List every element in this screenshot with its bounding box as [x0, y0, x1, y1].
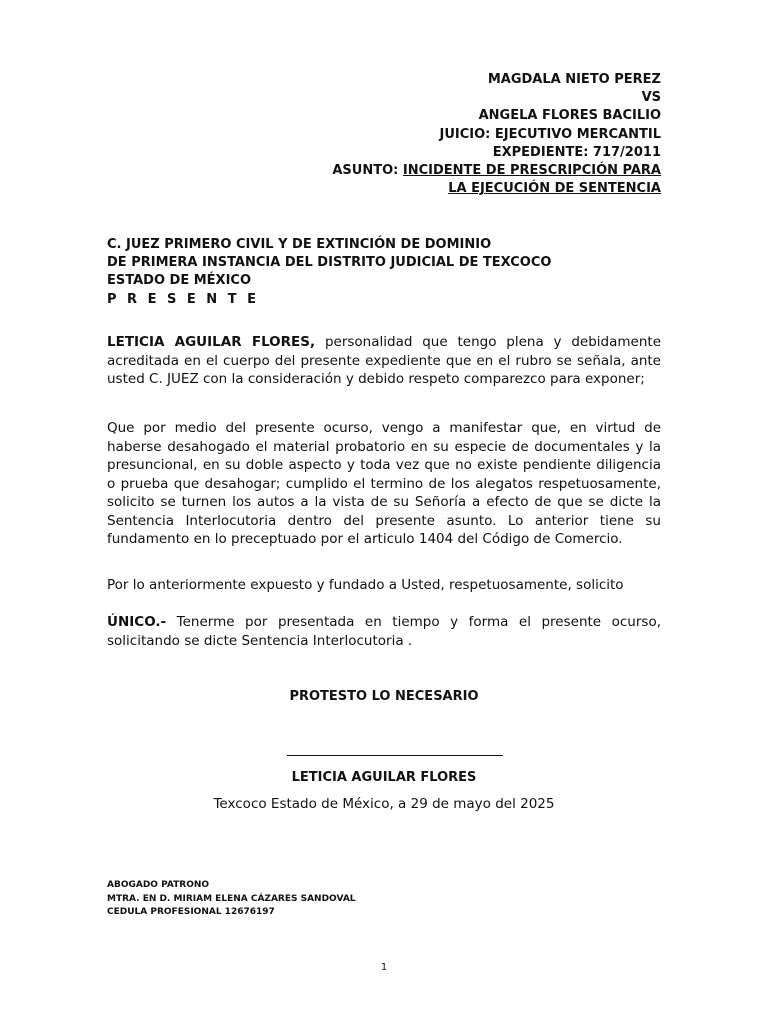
paragraph-request: Que por medio del presente ocurso, vengo a manifestar que, en virtud de haberse desahogado el material probatorio en su especie de documentales y la presuncional, en su doble aspecto y toda vez que no existe pendiente diligencia o prueba que desahogar; cumplido el termino de los alegatos respetuosamente, solicito se turnen los autos a la vista de su Señoría a efecto de que se dicte la Sentencia Interlocutoria dentro del presente asunto. Lo anterior tiene su fundamento en lo preceptuado por el articulo 1404 del Código de Comercio.: [107, 420, 661, 547]
paragraph-introduction: [107, 333, 661, 389]
juicio-line: JUICIO: EJECUTIVO MERCANTIL: [439, 126, 661, 142]
unico-label: ÚNICO.-: [107, 614, 167, 630]
asunto-value-line1: INCIDENTE DE PRESCRIPCIÓN PARA: [402, 163, 661, 179]
versus-label: VS: [641, 90, 661, 106]
paragraph-conclusion: Por lo anteriormente expuesto y fundado a Usted, respetuosamente, solicito: [107, 577, 624, 593]
addressee-block: [107, 236, 551, 309]
signature-name: LETICIA AGUILAR FLORES: [291, 770, 477, 785]
page-number: 1: [380, 962, 388, 973]
case-header: [332, 71, 661, 198]
addressee-line-1: C. JUEZ PRIMERO CIVIL Y DE EXTINCIÓN DE DOMINIO: [107, 237, 492, 252]
addressee-presente: P R E S E N T E: [107, 291, 259, 307]
attorney-cedula: CEDULA PROFESIONAL 12676197: [107, 907, 275, 917]
signature-line: [287, 755, 503, 756]
asunto-value-line2: LA EJECUCIÓN DE SENTENCIA: [448, 181, 661, 197]
unico-text: Tenerme por presentada en tiempo y forma el presente ocurso, solicitando se dicte Sentencia Interlocutoria .: [107, 614, 661, 649]
paragraph-introduction-text: personalidad que tengo plena y debidamente acreditada en el cuerpo del presente expediente que en el rubro se señala, ante usted C. JUEZ con la consideración y debido respeto comparezco para exponer;: [107, 334, 661, 387]
paragraph-unico: [107, 613, 661, 650]
asunto-label: ASUNTO:: [332, 163, 403, 179]
expediente-line: EXPEDIENTE: 717/2011: [492, 144, 661, 160]
attorney-name: MTRA. EN D. MIRIAM ELENA CÁZARES SANDOVAL: [107, 893, 356, 904]
defendant-name: ANGELA FLORES BACILIO: [478, 108, 661, 124]
place-and-date: Texcoco Estado de México, a 29 de mayo del 2025: [213, 796, 555, 812]
attorney-title: ABOGADO PATRONO: [107, 880, 210, 890]
attorney-block: [107, 879, 356, 920]
plaintiff-name: MAGDALA NIETO PEREZ: [487, 72, 661, 87]
addressee-line-2: DE PRIMERA INSTANCIA DEL DISTRITO JUDICIAL DE TEXCOCO: [107, 255, 552, 271]
protesto-line: PROTESTO LO NECESARIO: [289, 689, 479, 704]
addressee-line-3: ESTADO DE MÉXICO: [107, 273, 251, 289]
promovente-name: LETICIA AGUILAR FLORES,: [107, 334, 316, 350]
asunto-line: [332, 162, 661, 180]
